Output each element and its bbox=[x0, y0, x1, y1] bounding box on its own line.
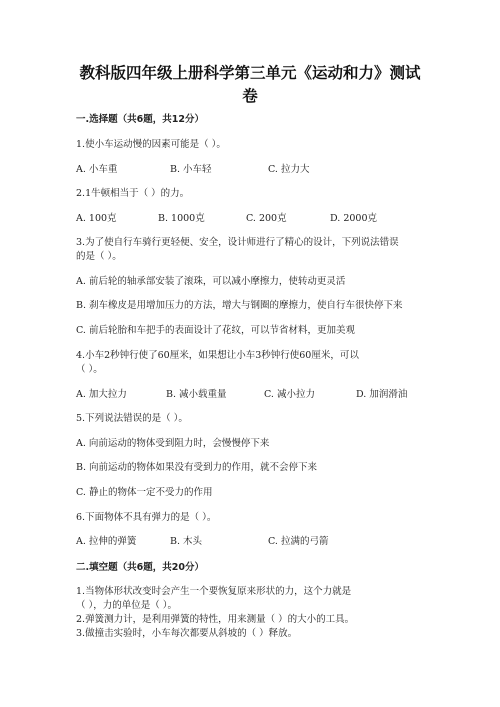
section-heading-fill-blank: 二.填空题（共6题，共20分） bbox=[76, 562, 204, 573]
question-2-option-d: D. 2000克 bbox=[330, 213, 377, 224]
fill-1-line-2: （ ），力的单位是（ ）。 bbox=[76, 600, 178, 611]
question-5-option-b: B. 向前运动的物体如果没有受到力的作用，就不会停下来 bbox=[76, 462, 318, 473]
fill-2-line: 2.弹簧测力计，是利用弹簧的特性，用来测量（ ）的大小的工具。 bbox=[76, 614, 355, 625]
question-1-option-b: B. 小车轻 bbox=[170, 164, 212, 175]
page-title bbox=[60, 62, 440, 108]
question-4-option-b: B. 减小载重量 bbox=[166, 389, 227, 400]
question-3-option-a: A. 前后轮的轴承部安装了滚珠，可以减小摩擦力，使转动更灵活 bbox=[76, 276, 346, 287]
question-4-stem-line-1: 4.小车2秒钟行使了60厘米，如果想让小车3秒钟行使60厘米，可以 bbox=[76, 350, 359, 361]
question-3-option-b: B. 刹车橡皮是用增加压力的方法，增大与钢圈的摩擦力，使自行车很快停下来 bbox=[76, 300, 403, 311]
question-5-option-c: C. 静止的物体一定不受力的作用 bbox=[76, 487, 213, 498]
question-2-option-b: B. 1000克 bbox=[158, 213, 205, 224]
fill-1-line-1: 1.当物体形状改变时会产生一个要恢复原来形状的力，这个力就是 bbox=[76, 586, 352, 597]
question-5-stem: 5.下列说法错误的是（ ）。 bbox=[76, 413, 188, 424]
question-3-option-c: C. 前后轮胎和车把手的表面设计了花纹，可以节省材料，更加美观 bbox=[76, 325, 355, 336]
title-line-2: 卷 bbox=[242, 87, 258, 105]
question-4-option-c: C. 减小拉力 bbox=[264, 389, 315, 400]
question-1-option-c: C. 拉力大 bbox=[268, 164, 310, 175]
question-2-option-c: C. 200克 bbox=[246, 213, 287, 224]
question-2-option-a: A. 100克 bbox=[76, 213, 117, 224]
question-6-option-c: C. 拉满的弓箭 bbox=[268, 536, 329, 547]
question-4-stem-line-2: （ ）。 bbox=[76, 364, 103, 375]
question-5-option-a: A. 向前运动的物体受到阻力时，会慢慢停下来 bbox=[76, 438, 270, 449]
title-line-1: 教科版四年级上册科学第三单元《运动和力》测试 bbox=[79, 64, 421, 82]
section-heading-choice: 一.选择题（共6题，共12分） bbox=[76, 114, 204, 125]
question-3-stem-line-2: 的是（ ）。 bbox=[76, 251, 122, 262]
question-1-stem: 1.使小车运动慢的因素可能是（ ）。 bbox=[76, 139, 226, 150]
question-4-option-d: D. 加润滑油 bbox=[356, 389, 408, 400]
question-1-option-a: A. 小车重 bbox=[76, 164, 118, 175]
question-6-stem: 6.下面物体不具有弹力的是（ ）。 bbox=[76, 512, 217, 523]
question-6-option-b: B. 木头 bbox=[170, 536, 203, 547]
fill-3-line: 3.做撞击实验时，小车每次都要从斜坡的（ ）释放。 bbox=[76, 628, 298, 639]
question-3-stem-line-1: 3.为了使自行车骑行更轻便、安全，设计师进行了精心的设计，下列说法错误 bbox=[76, 237, 399, 248]
question-4-option-a: A. 加大拉力 bbox=[76, 389, 127, 400]
question-6-option-a: A. 拉伸的弹簧 bbox=[76, 536, 137, 547]
question-2-stem: 2.1牛顿相当于（ ）的力。 bbox=[76, 188, 190, 199]
